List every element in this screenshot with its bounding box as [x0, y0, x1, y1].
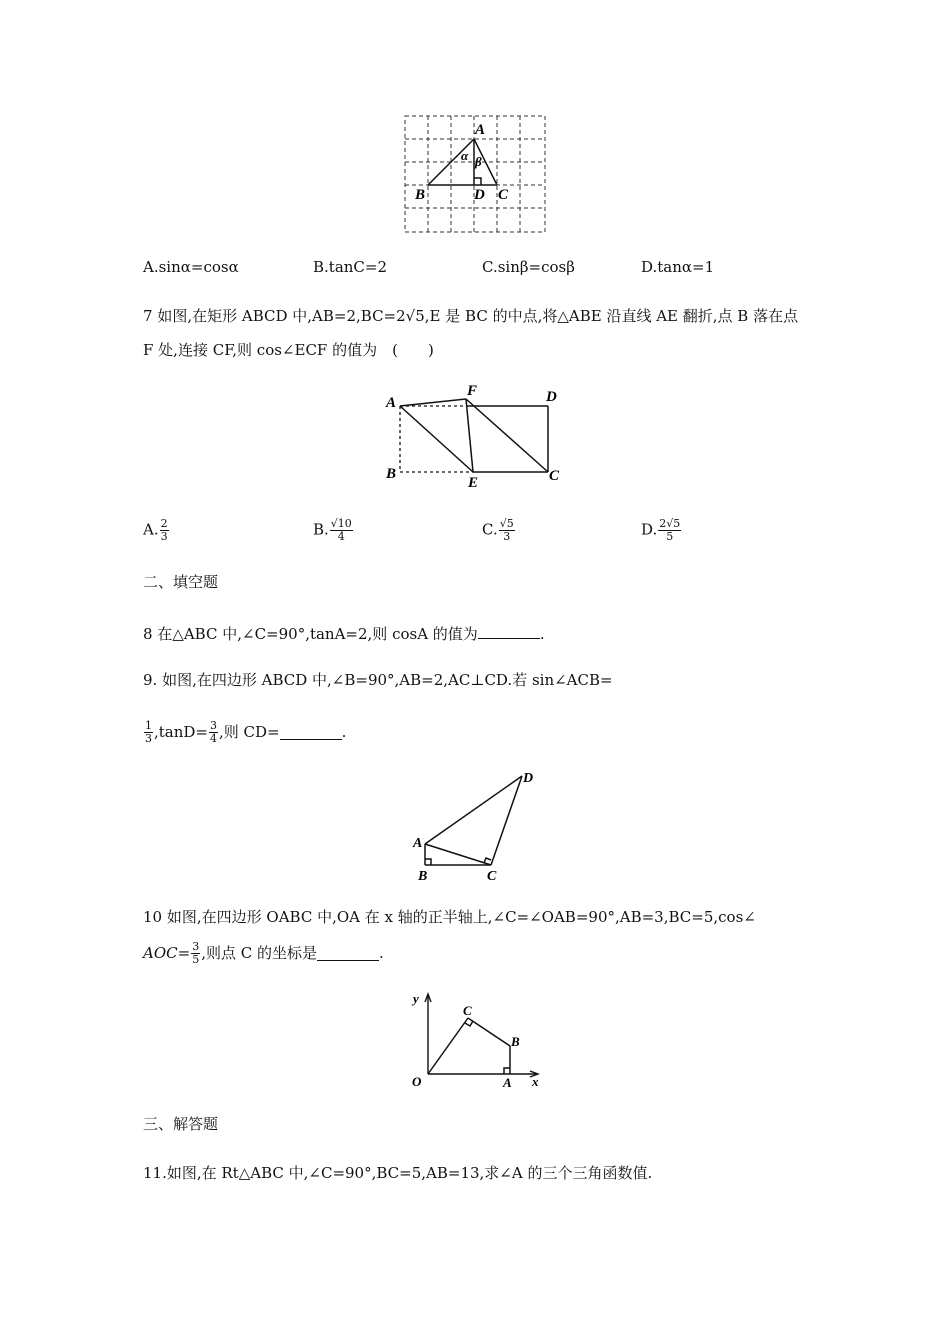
- q11-text: 11.如图,在 Rt△ABC 中,∠C=90°,BC=5,AB=13,求∠A 的三个三角函数值.: [143, 1164, 653, 1182]
- label-a: A: [386, 395, 397, 411]
- label-d: D: [523, 771, 534, 786]
- q9-fraction-sin: $\frac{1}{3}$: [145, 719, 152, 745]
- label-alpha: α: [461, 148, 469, 163]
- q6-grid-figure: [400, 112, 550, 238]
- q6-option-c: C.sinβ=cosβ: [482, 258, 575, 276]
- label-c: C: [498, 187, 509, 203]
- q10-coordinate-figure: [408, 988, 548, 1090]
- q9-quadrilateral-figure: [410, 768, 540, 886]
- label-y: y: [413, 991, 419, 1006]
- label-beta: β: [475, 154, 482, 169]
- q7-option-c: C. $\frac{√5}{3}$: [482, 517, 514, 543]
- label-a: A: [413, 836, 423, 851]
- q6-option-a: A.sinα=cosα: [143, 258, 239, 276]
- label-f: F: [467, 383, 478, 399]
- q10-answer-blank: [317, 946, 379, 961]
- q7-text-line1: 7 如图,在矩形 ABCD 中,AB=2,BC=2√5,E 是 BC 的中点,将△ABE 沿直线 AE 翻折,点 B 落在点: [143, 307, 799, 325]
- label-b: B: [415, 187, 426, 203]
- section-fill-in-heading: 二、填空题: [143, 573, 219, 591]
- label-c: C: [463, 1003, 472, 1018]
- label-b: B: [418, 869, 428, 884]
- q9-text-line2: $\frac{1}{3}$ ,tanD= $\frac{3}{4}$ ,则 CD= .: [145, 719, 347, 745]
- label-b: B: [386, 466, 397, 482]
- q9-answer-blank: [280, 725, 342, 740]
- q7-text-line2: F 处,连接 CF,则 cos∠ECF 的值为 ( ): [143, 341, 434, 359]
- quadrilateral-oabc: [428, 1018, 510, 1074]
- label-d: D: [474, 187, 485, 203]
- section-solve-heading: 三、解答题: [143, 1115, 219, 1133]
- label-d: D: [546, 389, 557, 405]
- label-o: O: [412, 1074, 422, 1089]
- q6-option-d: D.tanα=1: [641, 258, 715, 276]
- label-c: C: [487, 869, 497, 884]
- q7-rectangle-figure: [383, 380, 568, 492]
- label-c: C: [549, 468, 560, 484]
- label-a: A: [475, 122, 486, 138]
- label-e: E: [468, 475, 479, 491]
- q9-text-line1: 9. 如图,在四边形 ABCD 中,∠B=90°,AB=2,AC⊥CD.若 sin∠ACB=: [143, 671, 613, 689]
- quadrilateral-abcd: [425, 776, 522, 865]
- q6-option-b: B.tanC=2: [313, 258, 388, 276]
- q7-option-d: D. $\frac{2√5}{5}$: [641, 517, 681, 543]
- q8-answer-blank: [478, 624, 540, 639]
- rectangle-abcd: [400, 399, 548, 472]
- q7-option-b: B. $\frac{√10}{4}$: [313, 517, 352, 543]
- q10-fraction-cos: $\frac{3}{5}$: [192, 940, 200, 966]
- q9-fraction-tan: $\frac{3}{4}$: [210, 719, 217, 745]
- q10-text-line2: AOC= $\frac{3}{5}$ ,则点 C 的坐标是 .: [143, 940, 384, 966]
- label-b: B: [511, 1034, 520, 1049]
- q10-text-line1: 10 如图,在四边形 OABC 中,OA 在 x 轴的正半轴上,∠C=∠OAB=90°,AB=3,BC=5,cos∠: [143, 908, 756, 926]
- label-a: A: [503, 1075, 512, 1090]
- axes: [425, 994, 538, 1077]
- q8-text: 8 在△ABC 中,∠C=90°,tanA=2,则 cosA 的值为 .: [143, 625, 545, 643]
- q7-option-a: A. $\frac{2}{3}$: [143, 517, 168, 543]
- label-x: x: [532, 1074, 539, 1089]
